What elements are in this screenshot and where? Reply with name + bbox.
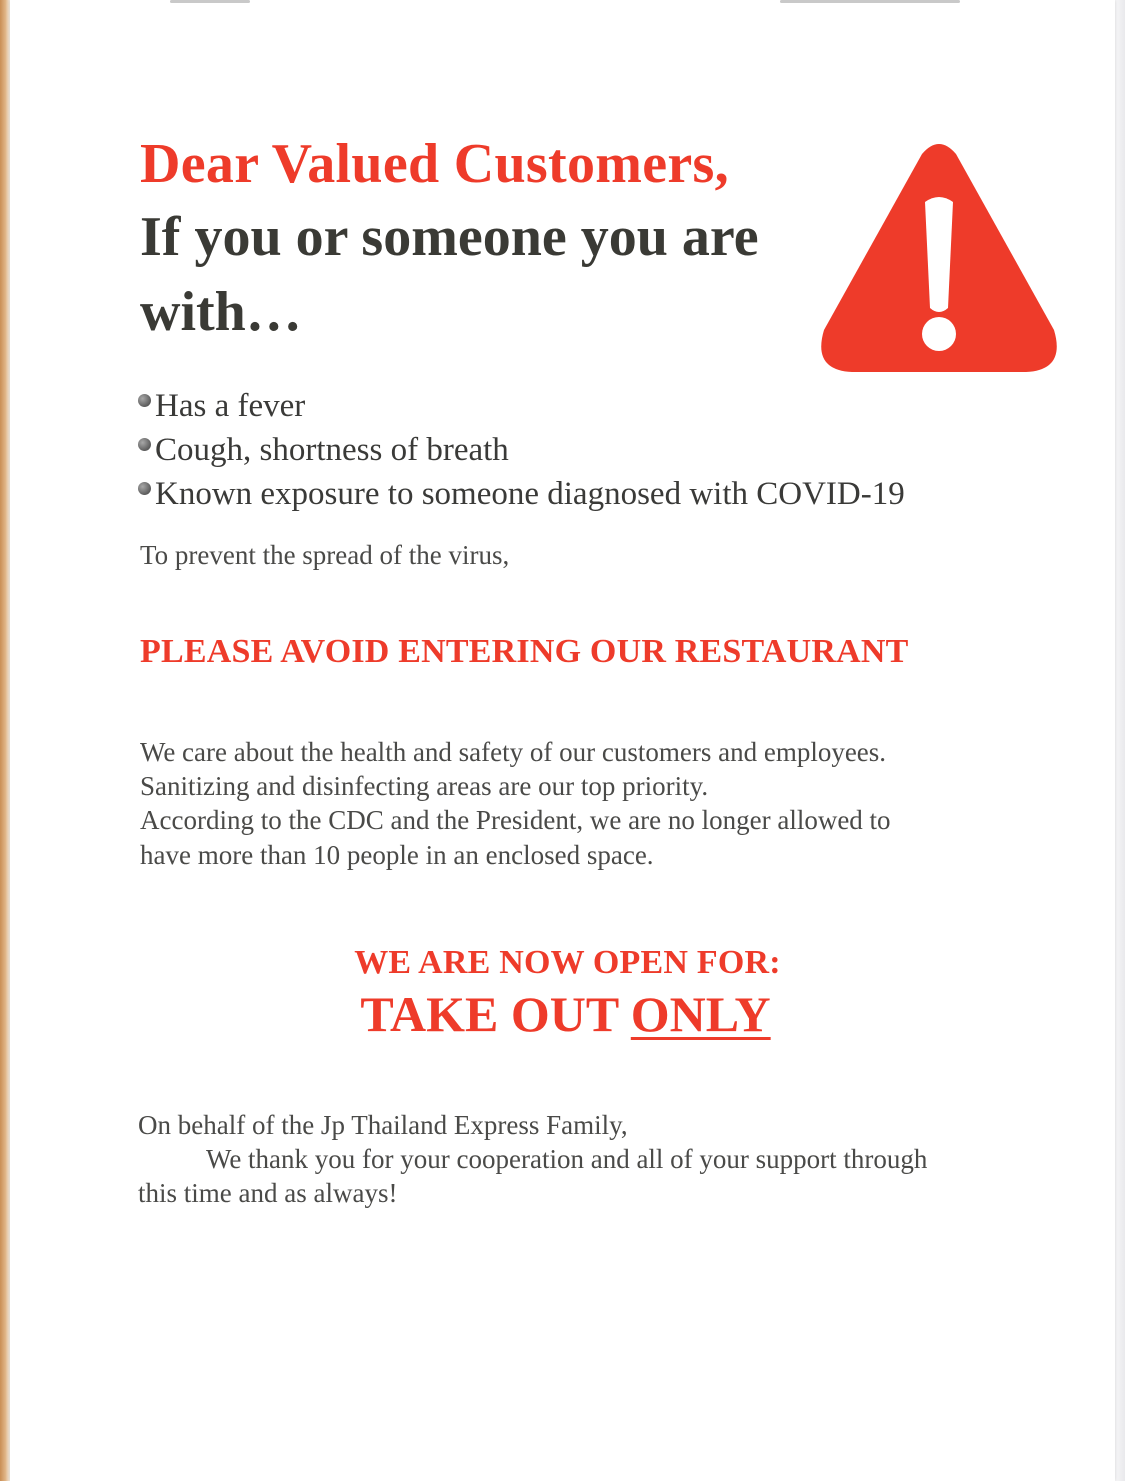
avoid-entering-notice: PLEASE AVOID ENTERING OUR RESTAURANT [140, 633, 909, 670]
bullet-icon [138, 482, 151, 495]
top-smudge [780, 0, 960, 3]
signoff-line: this time and as always! [138, 1178, 398, 1208]
bullet-icon [138, 394, 151, 407]
symptom-item [138, 388, 305, 425]
headline-line-2: with… [140, 281, 302, 343]
take-out-only-heading [10, 985, 1115, 1043]
top-smudge [170, 0, 250, 3]
table-edge-right [1115, 0, 1125, 1481]
open-for-heading: WE ARE NOW OPEN FOR: [354, 944, 781, 981]
bullet-icon [138, 438, 151, 451]
table-edge-left [0, 0, 10, 1481]
care-paragraph-line: Sanitizing and disinfecting areas are our top priority. [140, 771, 709, 801]
signoff-line: We thank you for your cooperation and all of your support through [206, 1144, 928, 1174]
symptom-item [138, 432, 509, 469]
symptom-text: Known exposure to someone diagnosed with COVID-19 [155, 476, 905, 512]
signoff-line: On behalf of the Jp Thailand Express Family, [138, 1110, 628, 1140]
only-emphasis: ONLY [630, 986, 771, 1042]
symptom-item [138, 476, 905, 513]
symptom-text: Has a fever [155, 388, 306, 424]
prevent-spread-text: To prevent the spread of the virus, [140, 540, 510, 570]
care-paragraph-line: According to the CDC and the President, we are no longer allowed to [140, 805, 891, 835]
warning-triangle-icon [816, 140, 1062, 375]
take-out-text: TAKE OUT [360, 986, 619, 1042]
headline-line-1: If you or someone you are [140, 206, 759, 268]
notice-sheet [10, 0, 1115, 1481]
greeting-heading: Dear Valued Customers, [140, 133, 729, 195]
symptom-text: Cough, shortness of breath [155, 432, 509, 468]
care-paragraph-line: have more than 10 people in an enclosed space. [140, 840, 654, 870]
care-paragraph-line: We care about the health and safety of our customers and employees. [140, 737, 887, 767]
